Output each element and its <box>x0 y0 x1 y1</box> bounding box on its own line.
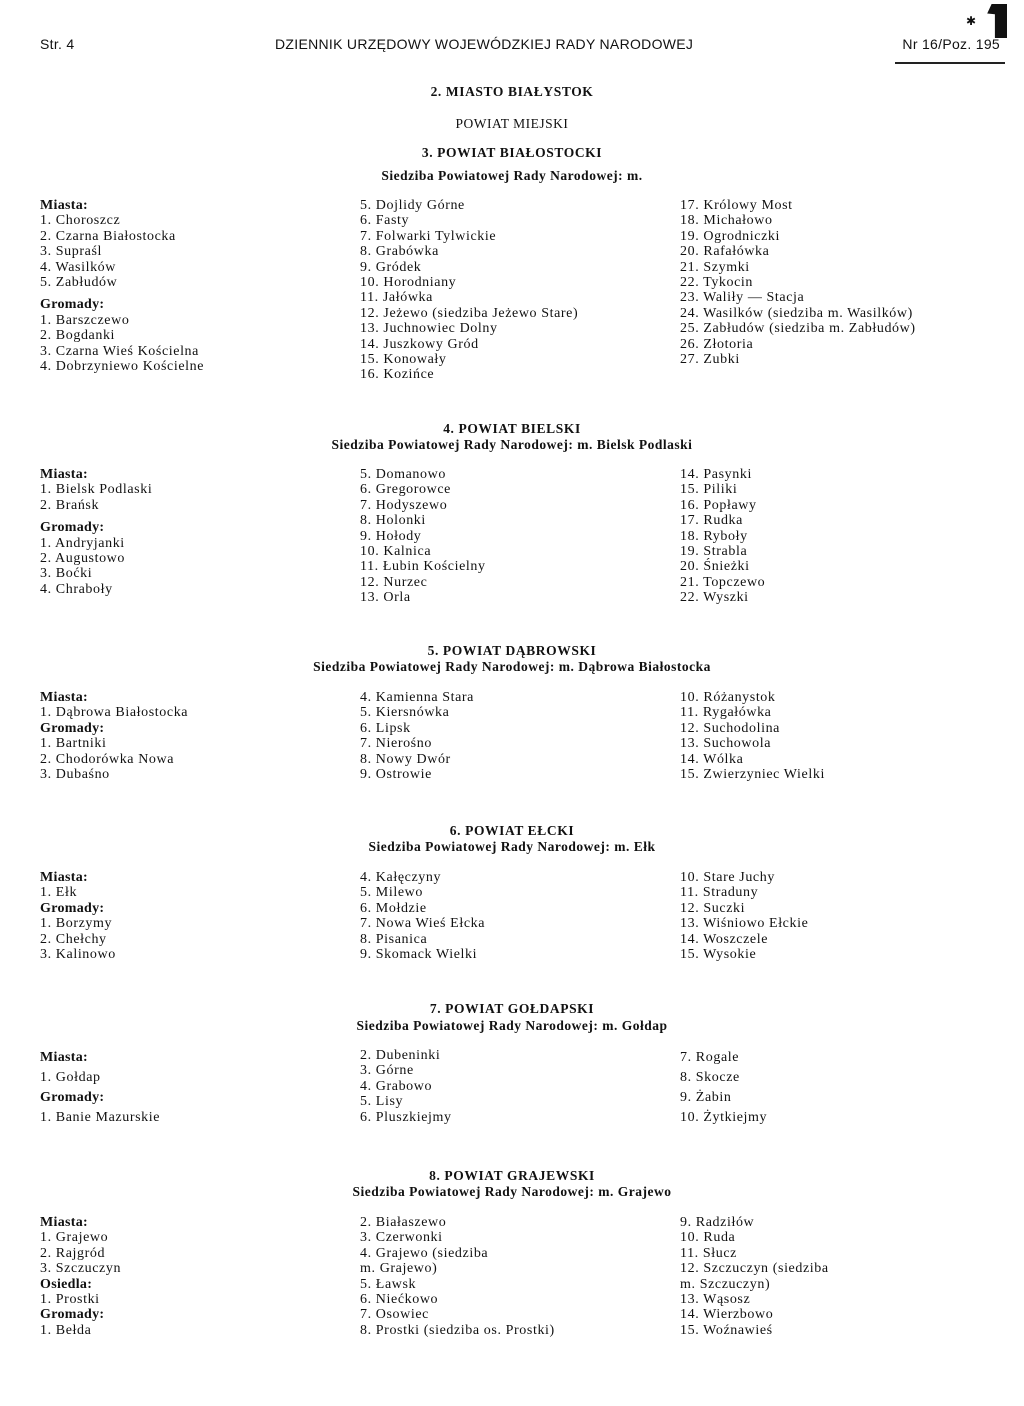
list-item: 10. Różanystok <box>680 690 776 705</box>
list-item: 1. Andryjanki <box>40 535 125 551</box>
list-item: 19. Strabla <box>680 544 748 560</box>
list-item: 7. Folwarki Tylwickie <box>360 228 497 244</box>
list-item: 11. Jałówka <box>360 290 433 306</box>
list-item: 14. Pasynki <box>680 467 752 482</box>
list-item: 9. Hołody <box>360 528 422 544</box>
list-item: 1. Grajewo <box>40 1230 109 1246</box>
list-item: m. Grajewo) <box>360 1261 438 1277</box>
list-item: 13. Suchowola <box>680 736 772 752</box>
header-rule <box>895 62 1005 64</box>
list-item: 24. Wasilków (siedziba m. Wasilków) <box>680 305 913 321</box>
list-gap <box>40 513 152 520</box>
list-item: 5. Dojlidy Górne <box>360 198 465 213</box>
list-item: 16. Popławy <box>680 497 757 513</box>
list-item: 25. Zabłudów (siedziba m. Zabłudów) <box>680 321 916 337</box>
list-item: 3. Szczuczyn <box>40 1261 122 1277</box>
column-2 <box>360 690 474 782</box>
list-item: 11. Straduny <box>680 885 759 901</box>
list-item: 2. Białaszewo <box>360 1215 447 1230</box>
column-1 <box>40 870 116 962</box>
list-item: 1. Gołdap <box>40 1070 101 1085</box>
list-item: 7. Rogale <box>680 1050 740 1065</box>
list-item: 26. Złotoria <box>680 336 754 352</box>
list-label: Miasta: <box>40 870 88 885</box>
column-2 <box>360 1215 555 1338</box>
list-item: 12. Suchodolina <box>680 720 780 736</box>
list-label: Gromady: <box>40 1307 105 1323</box>
column-1 <box>40 690 188 782</box>
list-item: 17. Rudka <box>680 513 743 529</box>
list-item: 12. Suczki <box>680 900 746 916</box>
column-2 <box>360 1048 452 1125</box>
list-item: 4. Dobrzyniewo Kościelne <box>40 359 205 375</box>
list-item: 6. Fasty <box>360 213 410 229</box>
page-number: Str. 4 <box>40 36 75 52</box>
list-item: 1. Barszczewo <box>40 312 130 328</box>
list-gap <box>40 290 204 297</box>
list-item: 8. Grabówka <box>360 244 439 260</box>
list-label: Gromady: <box>40 720 105 736</box>
asterisk-mark: ✱ <box>966 14 977 28</box>
list-item: 2. Augustowo <box>40 551 125 567</box>
list-item: 7. Nowa Wieś Ełcka <box>360 916 486 932</box>
column-3 <box>680 1215 829 1338</box>
list-item: 1. Borzymy <box>40 916 113 932</box>
list-item: 1. Dąbrowa Białostocka <box>40 705 189 721</box>
column-3 <box>680 467 765 606</box>
issue-number: Nr 16/Poz. 195 <box>902 36 1000 52</box>
list-item: 8. Holonki <box>360 513 426 529</box>
list-item: 11. Słucz <box>680 1245 737 1261</box>
list-item: 18. Michałowo <box>680 213 773 229</box>
page-header <box>40 36 1010 58</box>
list-item: 2. Chełchy <box>40 931 107 947</box>
list-item: 21. Szymki <box>680 259 750 275</box>
column-3 <box>680 1048 767 1128</box>
list-label: Gromady: <box>40 1090 105 1105</box>
column-1 <box>40 1215 121 1338</box>
list-item: 10. Żytkiejmy <box>680 1110 768 1125</box>
list-item: 11. Łubin Kościelny <box>360 559 486 575</box>
list-item: 7. Nierośno <box>360 736 432 752</box>
column-2 <box>360 467 486 606</box>
section-title: 4. POWIAT BIELSKI <box>443 421 581 436</box>
list-item: 1. Bełda <box>40 1322 92 1338</box>
list-item: 1. Ełk <box>40 885 78 901</box>
section-title: 7. POWIAT GOŁDAPSKI <box>429 1001 595 1016</box>
list-item: 15. Konowały <box>360 352 447 368</box>
list-item: 14. Wierzbowo <box>680 1307 774 1323</box>
list-label: Miasta: <box>40 467 88 482</box>
list-item: 22. Tykocin <box>680 275 754 291</box>
list-item: 12. Jeżewo (siedziba Jeżewo Stare) <box>360 305 579 321</box>
list-item: 8. Prostki (siedziba os. Prostki) <box>360 1322 555 1338</box>
list-item: 10. Kalnica <box>360 544 432 560</box>
list-item: 8. Skocze <box>680 1070 740 1085</box>
list-item: 1. Bartniki <box>40 736 107 752</box>
section-title: 5. POWIAT DĄBROWSKI <box>427 643 597 658</box>
list-item: 2. Rajgród <box>40 1245 106 1261</box>
list-item: 9. Radziłów <box>680 1215 755 1230</box>
list-item: 4. Grajewo (siedziba <box>360 1245 489 1261</box>
list-item: 12. Szczuczyn (siedziba <box>680 1261 829 1277</box>
list-item: 12. Nurzec <box>360 574 428 590</box>
list-item: 8. Pisanica <box>360 931 428 947</box>
list-item: 9. Gródek <box>360 259 422 275</box>
list-item: 1. Banie Mazurskie <box>40 1110 161 1125</box>
column-2 <box>360 870 485 962</box>
list-item: 2. Brańsk <box>40 497 100 513</box>
list-item: 5. Domanowo <box>360 467 446 482</box>
section-seat: Siedziba Powiatowej Rady Narodowej: m. Ełk <box>368 839 656 854</box>
list-item: 1. Choroszcz <box>40 213 121 229</box>
section-title: 6. POWIAT EŁCKI <box>449 823 575 838</box>
list-item: 8. Nowy Dwór <box>360 751 451 767</box>
section-seat: Siedziba Powiatowej Rady Narodowej: m. Bielsk Podlaski <box>331 437 693 452</box>
list-item: 2. Dubeninki <box>360 1048 441 1063</box>
list-item: 27. Zubki <box>680 352 740 368</box>
list-item: 16. Kozińce <box>360 367 435 383</box>
list-label: Miasta: <box>40 198 88 213</box>
section-seat: Siedziba Powiatowej Rady Narodowej: m. <box>381 168 643 183</box>
city-heading: 2. MIASTO BIAŁYSTOK <box>430 84 594 99</box>
list-item: 7. Hodyszewo <box>360 497 448 513</box>
list-item: 17. Królowy Most <box>680 198 793 213</box>
list-item: 1. Bielsk Podlaski <box>40 482 153 498</box>
list-item: 5. Lisy <box>360 1094 404 1110</box>
list-item: 10. Stare Juchy <box>680 870 775 885</box>
list-item: 19. Ogrodniczki <box>680 228 780 244</box>
list-item: 2. Bogdanki <box>40 328 116 344</box>
list-item: 22. Wyszki <box>680 590 749 606</box>
list-label: Gromady: <box>40 900 105 916</box>
list-item: 10. Ruda <box>680 1230 736 1246</box>
list-item: 15. Zwierzyniec Wielki <box>680 767 825 783</box>
list-item: 13. Juchnowiec Dolny <box>360 321 498 337</box>
list-item: 20. Śnieżki <box>680 559 750 575</box>
list-label: Miasta: <box>40 1050 88 1065</box>
list-item: 6. Lipsk <box>360 720 411 736</box>
list-item: 6. Pluszkiejmy <box>360 1109 452 1125</box>
list-item: 3. Czarna Wieś Kościelna <box>40 343 199 359</box>
list-label: Miasta: <box>40 690 88 705</box>
list-item: 14. Wólka <box>680 751 744 767</box>
column-2 <box>360 198 578 383</box>
list-item: 2. Czarna Białostocka <box>40 228 176 244</box>
column-3 <box>680 198 916 367</box>
list-item: 3. Czerwonki <box>360 1230 443 1246</box>
list-item: 20. Rafałówka <box>680 244 770 260</box>
list-item: 15. Wysokie <box>680 947 757 963</box>
column-3 <box>680 690 825 782</box>
list-item: 10. Horodniany <box>360 275 457 291</box>
list-label: Miasta: <box>40 1215 88 1230</box>
section-seat: Siedziba Powiatowej Rady Narodowej: m. Gołdap <box>356 1018 668 1033</box>
list-item: 4. Kamienna Stara <box>360 690 474 705</box>
list-item: 4. Chraboły <box>40 581 113 597</box>
list-item: m. Szczuczyn) <box>680 1276 771 1292</box>
list-label: Gromady: <box>40 520 105 536</box>
column-1 <box>40 198 204 374</box>
list-item: 5. Milewo <box>360 885 423 901</box>
list-item: 3. Boćki <box>40 566 93 582</box>
column-3 <box>680 870 808 962</box>
list-item: 3. Górne <box>360 1063 414 1079</box>
page-corner-mark <box>985 4 1007 38</box>
list-item: 15. Woźnawieś <box>680 1322 773 1338</box>
list-item: 9. Ostrowie <box>360 767 432 783</box>
list-item: 9. Żabin <box>680 1090 732 1105</box>
list-item: 13. Orla <box>360 590 411 606</box>
city-powiat: POWIAT MIEJSKI <box>455 116 569 131</box>
list-item: 13. Wąsosz <box>680 1292 751 1308</box>
section-seat: Siedziba Powiatowej Rady Narodowej: m. Grajewo <box>352 1184 672 1199</box>
list-item: 5. Ławsk <box>360 1276 417 1292</box>
list-item: 2. Chodorówka Nowa <box>40 751 175 767</box>
list-item: 7. Osowiec <box>360 1307 429 1323</box>
list-item: 4. Kałęczyny <box>360 870 442 885</box>
list-item: 6. Niećkowo <box>360 1292 439 1308</box>
list-item: 6. Gregorowce <box>360 482 451 498</box>
list-item: 11. Rygałówka <box>680 705 772 721</box>
list-item: 3. Supraśl <box>40 244 102 260</box>
list-item: 4. Wasilków <box>40 259 116 275</box>
list-item: 4. Grabowo <box>360 1078 433 1094</box>
column-1 <box>40 1048 160 1128</box>
list-item: 18. Ryboły <box>680 528 748 544</box>
list-item: 13. Wiśniowo Ełckie <box>680 916 809 932</box>
list-label: Osiedla: <box>40 1276 93 1292</box>
list-item: 1. Prostki <box>40 1292 100 1308</box>
list-item: 14. Juszkowy Gród <box>360 336 479 352</box>
list-label: Gromady: <box>40 297 105 313</box>
list-item: 3. Dubaśno <box>40 767 110 783</box>
column-1 <box>40 467 152 597</box>
list-item: 9. Skomack Wielki <box>360 947 478 963</box>
list-item: 5. Kiersnówka <box>360 705 450 721</box>
list-item: 3. Kalinowo <box>40 947 116 963</box>
journal-title: DZIENNIK URZĘDOWY WOJEWÓDZKIEJ RADY NARODOWEJ <box>275 36 694 52</box>
list-item: 21. Topczewo <box>680 574 766 590</box>
list-item: 23. Waliły — Stacja <box>680 290 805 306</box>
section-title: 3. POWIAT BIAŁOSTOCKI <box>421 145 603 160</box>
section-title: 8. POWIAT GRAJEWSKI <box>429 1168 595 1183</box>
list-item: 6. Mołdzie <box>360 900 427 916</box>
list-item: 15. Piliki <box>680 482 738 498</box>
list-item: 5. Zabłudów <box>40 275 118 291</box>
section-seat: Siedziba Powiatowej Rady Narodowej: m. Dąbrowa Białostocka <box>313 659 711 674</box>
list-item: 14. Woszczele <box>680 931 769 947</box>
